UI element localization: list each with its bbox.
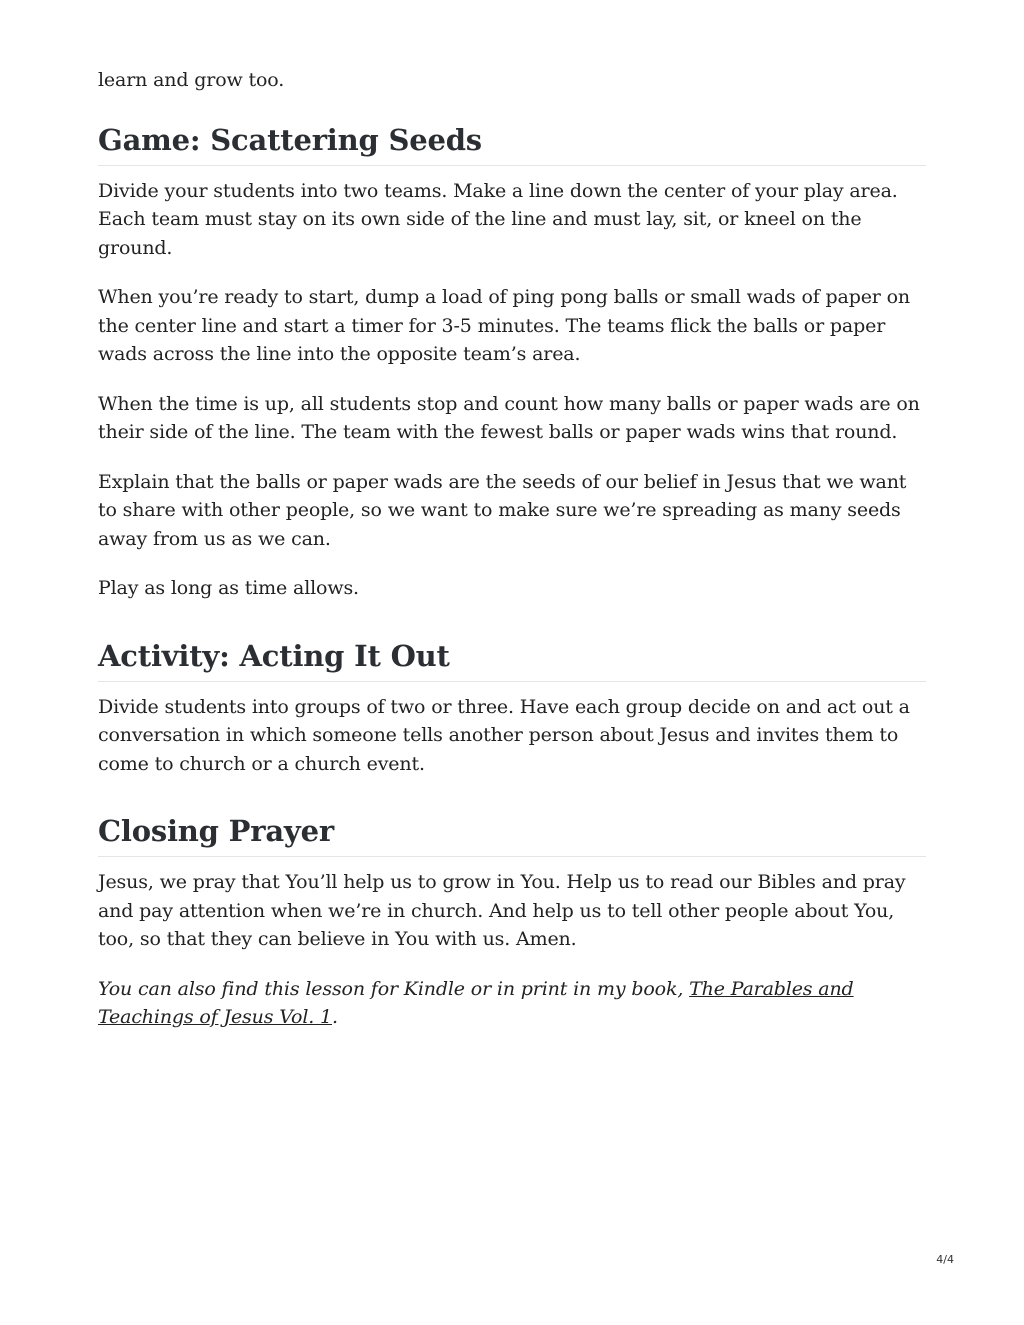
prayer-heading: Closing Prayer [98,812,926,857]
game-paragraph-5: Play as long as time allows. [98,577,359,599]
game-paragraph-4: Explain that the balls or paper wads are the seeds of our belief in Jesus that we want to share with other people, so we want to make sure we’re spreading as many seeds away from us as we can. [98,470,907,550]
game-paragraph-3: When the time is up, all students stop and count how many balls or paper wads are on their side of the line. The team with the fewest balls or paper wads wins that round. [98,392,920,443]
intro-tail-paragraph: learn and grow too. [98,69,285,91]
page-number: 4/4 [936,1253,954,1266]
game-heading: Game: Scattering Seeds [98,121,926,166]
article-content [98,66,926,1053]
activity-paragraph-1: Divide students into groups of two or three. Have each group decide on and act out a conversation in which someone tells another person about Jesus and invites them to come to church or a church event. [98,695,910,775]
book-link[interactable]: The Parables and Teachings of Jesus Vol. 1 [98,977,854,1028]
game-paragraph-2: When you’re ready to start, dump a load of ping pong balls or small wads of paper on the center line and start a timer for 3-5 minutes. The teams flick the balls or paper wads across the line into the opposite team’s area. [98,286,911,365]
game-paragraph-1: Divide your students into two teams. Make a line down the center of your play area. Each team must stay on its own side of the line and must lay, sit, or kneel on the ground. [98,179,898,259]
activity-heading: Activity: Acting It Out [98,637,926,682]
closing-note-prefix: You can also find this lesson for Kindle or in print in my book, [98,977,690,1000]
closing-note-suffix: . [331,1006,338,1028]
closing-note [98,975,926,1032]
prayer-paragraph-1: Jesus, we pray that You’ll help us to grow in You. Help us to read our Bibles and pray and pay attention when we’re in church. And help us to tell other people about You, too, so that they can believe in You with us. Amen. [98,871,906,950]
